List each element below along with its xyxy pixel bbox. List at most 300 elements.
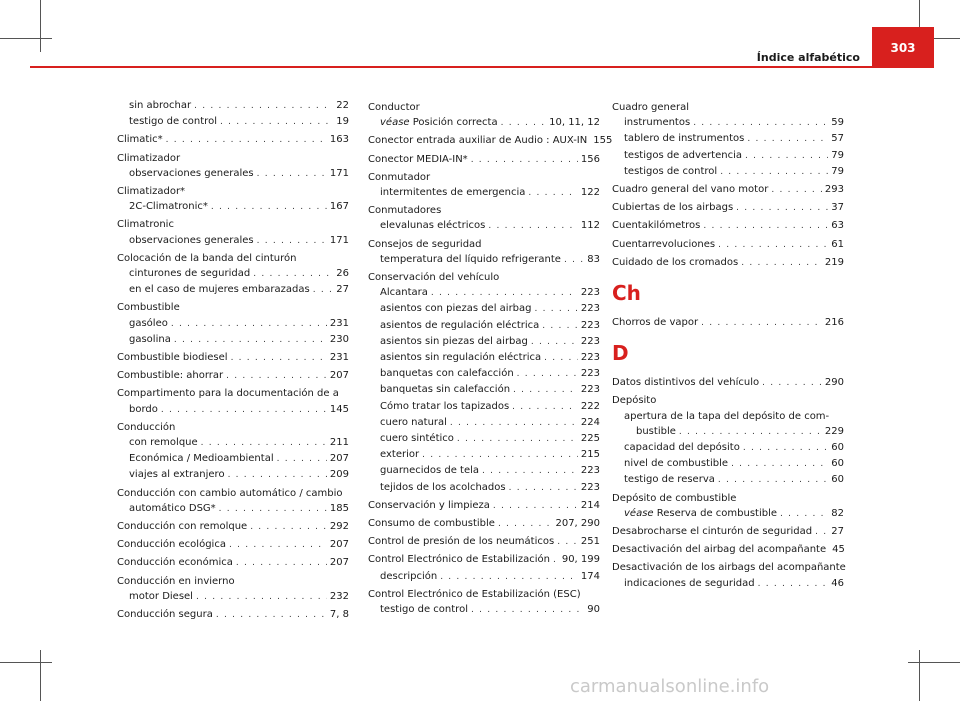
entry-label: gasóleo [129,317,168,329]
page-reference: 251 [580,536,600,548]
entry-label: en el caso de mujeres embarazadas [129,284,310,296]
entry-label: Combustible biodiesel [117,352,228,364]
entry-label: asientos de regulación eléctrica [380,319,540,331]
entry-label: sin abrochar [129,100,192,111]
dot-leader [498,517,553,532]
page-reference: 223 [580,303,600,315]
page-reference: 211 [329,437,349,449]
dot-leader [745,149,828,164]
index-entry [117,166,349,182]
header-rule [30,66,930,68]
index-entry [368,170,600,185]
entry-label: Cuadro general [612,102,689,113]
index-entry [368,552,600,568]
dot-leader [226,369,327,384]
dot-leader [703,219,828,234]
index-entry [117,368,349,384]
entry-label: Conducción económica [117,557,233,569]
entry-label: asientos sin regulación eléctrica [380,352,542,364]
page-reference: 225 [580,433,600,445]
entry-label: Conducción con remolque [117,521,248,533]
entry-label: Desabrocharse el cinturón de seguridad [612,526,813,538]
page-reference: 223 [580,368,600,380]
page-reference: 79 [831,149,844,161]
entry-label: con remolque [129,437,198,449]
dot-leader [762,376,822,391]
dot-leader [743,441,828,456]
page-reference: 209 [329,469,349,481]
page-reference: 82 [831,507,844,519]
entry-label: testigo de control [380,604,468,616]
index-entry [612,315,844,331]
index-entry [368,534,600,550]
dot-leader [174,333,327,348]
entry-label: temperatura del líquido refrigerante [380,253,561,265]
index-entry [117,350,349,366]
entry-label: Conector MEDIA-IN* [368,153,468,165]
entry-label: testigos de control [624,165,718,177]
page-reference: 292 [329,521,349,533]
entry-label: Conmutadores [368,205,442,217]
entry-label: observaciones generales [129,167,254,179]
page-reference: 216 [824,317,844,329]
dot-leader [736,201,828,216]
page-reference: 223 [580,352,600,364]
entry-label: Alcantara [380,287,428,299]
index-entry [612,576,844,592]
dot-leader [512,400,578,415]
dot-leader [201,436,327,451]
index-entry [368,133,613,149]
entry-label: Conductor [368,102,420,113]
entry-label: nivel de combustible [624,458,729,470]
entry-label: guarnecidos de tela [380,465,480,477]
dot-leader [257,234,327,249]
entry-label: Conmutador [368,171,431,183]
entry-label: Cuentarrevoluciones [612,238,716,250]
index-entry [368,285,600,301]
dot-leader [422,448,578,463]
page-reference: 223 [580,335,600,347]
page-reference: 90, 199 [561,554,600,566]
index-entry [612,472,844,488]
index-entry [117,451,349,467]
entry-label: 2C-Climatronic* [129,201,208,213]
entry-label: Reserva de combustible [656,507,778,519]
page-reference: 207, 290 [555,518,600,530]
entry-label: tablero de instrumentos [624,133,745,145]
index-entry [117,300,349,315]
entry-label: Conector entrada auxiliar de Audio : AUX-IN [368,135,588,147]
page-reference: 223 [580,319,600,331]
index-entry [368,115,600,131]
page-reference: 37 [831,202,844,214]
index-column-1 [117,98,349,623]
entry-label: Cubiertas de los airbags [612,202,734,214]
index-entry [612,237,844,253]
entry-label: observaciones generales [129,234,254,246]
dot-leader [771,183,822,198]
dot-leader [161,403,327,418]
index-entry [612,542,844,558]
dot-leader [482,464,578,479]
page-reference: 10, 11, 12 [549,117,600,129]
entry-label: motor Diesel [129,590,193,602]
crop-mark [919,650,920,701]
entry-label: cuero natural [380,416,447,428]
index-entry [368,498,600,514]
index-entry [368,431,600,447]
page-reference: 214 [580,499,600,511]
page-reference: 231 [329,352,349,364]
page-reference: 223 [580,384,600,396]
entry-label: Compartimento para la documentación de a [117,388,339,400]
page-reference: 60 [831,458,844,470]
dot-leader [564,253,584,268]
index-entry [117,486,349,501]
section-title: Índice alfabético [756,51,860,64]
page-reference: 219 [824,256,844,268]
index-entry [117,233,349,249]
index-entry [612,424,844,440]
index-entry [612,255,844,271]
page-reference: 174 [580,570,600,582]
index-entry [368,100,600,115]
page-reference: 223 [580,481,600,493]
index-entry [368,587,600,602]
dot-leader [815,525,828,540]
index-entry [368,569,600,585]
page-reference: 60 [831,474,844,486]
index-entry [368,366,600,382]
entry-label: Climatronic [117,219,174,231]
page-reference: 145 [329,403,349,415]
dot-leader [166,133,327,148]
dot-leader [553,553,559,568]
index-entry [368,382,600,398]
see-reference: véase [380,117,410,129]
index-entry [368,203,600,218]
index-entry [368,415,600,431]
dot-leader [194,99,333,114]
entry-label: banquetas sin calefacción [380,384,511,396]
dot-leader [231,351,327,366]
dot-leader [720,165,828,180]
entry-label: Depósito de combustible [612,492,737,504]
entry-label: cinturones de seguridad [129,268,251,280]
index-entry [612,182,844,198]
index-entry [612,524,844,540]
dot-leader [171,317,327,332]
index-entry [117,184,349,199]
index-entry [368,602,600,618]
entry-label: Desactivación de los airbags del acompañante [612,562,846,574]
page-reference: 223 [580,465,600,477]
dot-leader [250,520,327,535]
dot-leader [542,319,578,334]
entry-label: Cuentakilómetros [612,220,701,232]
index-entry [368,152,600,168]
dot-leader [535,302,578,317]
entry-label: bordo [129,403,158,415]
index-entry [117,555,349,571]
dot-leader [544,351,578,366]
entry-label: Cuadro general del vano motor [612,184,769,196]
dot-leader [216,608,327,623]
page-reference: 215 [580,449,600,461]
dot-leader [236,556,327,571]
dot-leader [701,316,822,331]
index-entry [368,270,600,285]
index-entry [612,560,844,575]
index-entry [117,589,349,605]
page-reference: 22 [336,100,349,111]
dot-leader [440,570,578,585]
index-entry [117,537,349,553]
index-entry [117,316,349,332]
index-entry [368,318,600,334]
index-entry [368,334,600,350]
entry-label: Conducción ecológica [117,539,226,551]
entry-label: Desactivación del airbag del acompañante [612,544,827,556]
page-reference: 57 [831,133,844,145]
page-reference: 224 [580,416,600,428]
page-reference: 229 [824,425,844,437]
page-reference: 155 [593,135,613,147]
entry-label: Climatizador [117,152,181,164]
entry-label: Conducción segura [117,609,213,621]
page-reference: 167 [329,201,349,213]
index-entry [368,480,600,496]
index-entry [368,252,600,268]
index-entry [117,435,349,451]
index-entry [612,200,844,216]
dot-leader [718,473,828,488]
index-entry [612,491,844,506]
dot-leader [277,452,327,467]
index-entry [612,506,844,522]
page-reference: 207 [329,370,349,382]
entry-label: indicaciones de seguridad [624,577,755,589]
page-reference: 293 [824,184,844,196]
section-letter: Ch [612,281,641,306]
page-reference: 112 [580,220,600,232]
page-reference: 60 [831,442,844,454]
index-entry [368,237,600,252]
dot-leader [219,502,327,517]
index-entry [368,447,600,463]
page-reference: 59 [831,117,844,129]
entry-label: testigo de control [129,116,217,128]
entry-label: Económica / Medioambiental [129,453,274,465]
page-reference: 90 [587,604,600,616]
dot-leader [257,167,327,182]
entry-label: Chorros de vapor [612,317,699,329]
page-reference: 232 [329,590,349,602]
entry-label: asientos sin piezas del airbag [380,335,528,347]
index-entry [612,440,844,456]
dot-leader [211,200,327,215]
index-entry [612,100,844,115]
page-reference: 171 [329,234,349,246]
page-reference: 156 [580,153,600,165]
index-entry [117,519,349,535]
entry-label: descripción [380,570,438,582]
page-reference: 27 [831,526,844,538]
index-entry [117,332,349,348]
index-entry [117,282,349,298]
index-entry [117,98,349,114]
dot-leader [679,425,822,440]
page-reference: 230 [329,333,349,345]
index-entry [117,402,349,418]
page-reference: 27 [336,284,349,296]
index-entry [368,301,600,317]
entry-label: bustible [636,425,676,437]
index-entry [612,164,844,180]
index-entry [612,393,844,408]
entry-label: exterior [380,449,420,461]
index-entry [368,185,600,201]
dot-leader [517,367,578,382]
entry-label: elevalunas eléctricos [380,220,486,232]
dot-leader [501,116,547,131]
page-reference: 7, 8 [329,609,349,621]
dot-leader [741,256,822,271]
index-entry [612,148,844,164]
entry-label: capacidad del depósito [624,442,740,454]
entry-label: gasolina [129,333,171,345]
page-reference: 171 [329,167,349,179]
dot-leader [457,432,578,447]
entry-label: intermitentes de emergencia [380,187,526,199]
section-letter: D [612,341,629,366]
entry-label: Consumo de combustible [368,518,495,530]
page-reference: 61 [831,238,844,250]
index-entry [117,467,349,483]
dot-leader [228,468,327,483]
dot-leader [253,267,333,282]
page-reference: 26 [336,268,349,280]
crop-mark [0,662,52,663]
entry-label: Datos distintivos del vehículo [612,377,760,389]
index-entry [368,516,600,532]
index-entry [117,217,349,232]
dot-leader [718,238,828,253]
entry-label: Conducción en invierno [117,575,235,587]
watermark: carmanualsonline.info [570,676,770,697]
index-column-3 [612,98,844,592]
index-entry [117,199,349,215]
entry-label: Combustible: ahorrar [117,370,224,382]
entry-label: Consejos de seguridad [368,238,482,250]
entry-label: Cómo tratar los tapizados [380,400,510,412]
entry-label: Climatic* [117,134,163,146]
entry-label: instrumentos [624,117,691,129]
index-entry [117,574,349,589]
index-entry [117,251,349,266]
index-entry [117,607,349,623]
page-reference: 46 [831,577,844,589]
page-reference: 63 [831,220,844,232]
page-reference: 223 [580,287,600,299]
dot-leader [220,115,333,130]
see-reference: véase [624,507,654,519]
entry-label: Control Electrónico de Estabilización (ESC) [368,588,581,600]
dot-leader [313,283,334,298]
index-entry [117,151,349,166]
entry-label: Climatizador* [117,186,186,198]
dot-leader [471,603,584,618]
page-reference: 45 [832,544,845,556]
entry-label: viajes al extranjero [129,469,225,481]
dot-leader [531,335,578,350]
entry-label: Depósito [612,395,657,407]
dot-leader [528,186,577,201]
page-reference: 79 [831,165,844,177]
index-entry [117,420,349,435]
entry-label: Conducción con cambio automático / cambio [117,487,343,499]
page-number: 303 [872,27,934,68]
entry-label: Conservación y limpieza [368,499,490,511]
dot-leader [471,153,578,168]
index-entry [117,501,349,517]
index-column-2 [368,98,613,618]
index-entry [612,218,844,234]
entry-label: automático DSG* [129,502,216,514]
entry-label: banquetas con calefacción [380,368,514,380]
index-entry [368,463,600,479]
entry-label: Colocación de la banda del cinturón [117,252,297,264]
dot-leader [509,481,578,496]
entry-label: asientos con piezas del airbag [380,303,532,315]
page-reference: 19 [336,116,349,128]
dot-leader [450,416,578,431]
entry-label: testigos de advertencia [624,149,742,161]
dot-leader [747,132,828,147]
entry-label: testigo de reserva [624,474,715,486]
dot-leader [513,383,578,398]
dot-leader [780,507,828,522]
dot-leader [557,535,578,550]
index-entry [117,386,349,401]
dot-leader [758,577,829,592]
index-entry [368,350,600,366]
page-reference: 207 [329,453,349,465]
index-entry [612,409,844,424]
index-entry [117,114,349,130]
page-reference: 185 [329,502,349,514]
page-reference: 207 [329,557,349,569]
entry-label: Conservación del vehículo [368,272,500,284]
entry-label: Control Electrónico de Estabilización [368,554,550,566]
crop-mark [908,662,960,663]
page-reference: 231 [329,317,349,329]
entry-label: tejidos de los acolchados [380,481,506,493]
dot-leader [196,590,327,605]
entry-label: Posición correcta [412,117,498,129]
dot-leader [229,538,327,553]
page-reference: 207 [329,539,349,551]
page-reference: 122 [580,187,600,199]
entry-label: Combustible [117,302,180,314]
page-reference: 222 [580,400,600,412]
entry-label: Conducción [117,421,176,433]
page-reference: 83 [587,253,600,265]
crop-mark [40,650,41,701]
crop-mark [0,38,52,39]
dot-leader [693,116,828,131]
